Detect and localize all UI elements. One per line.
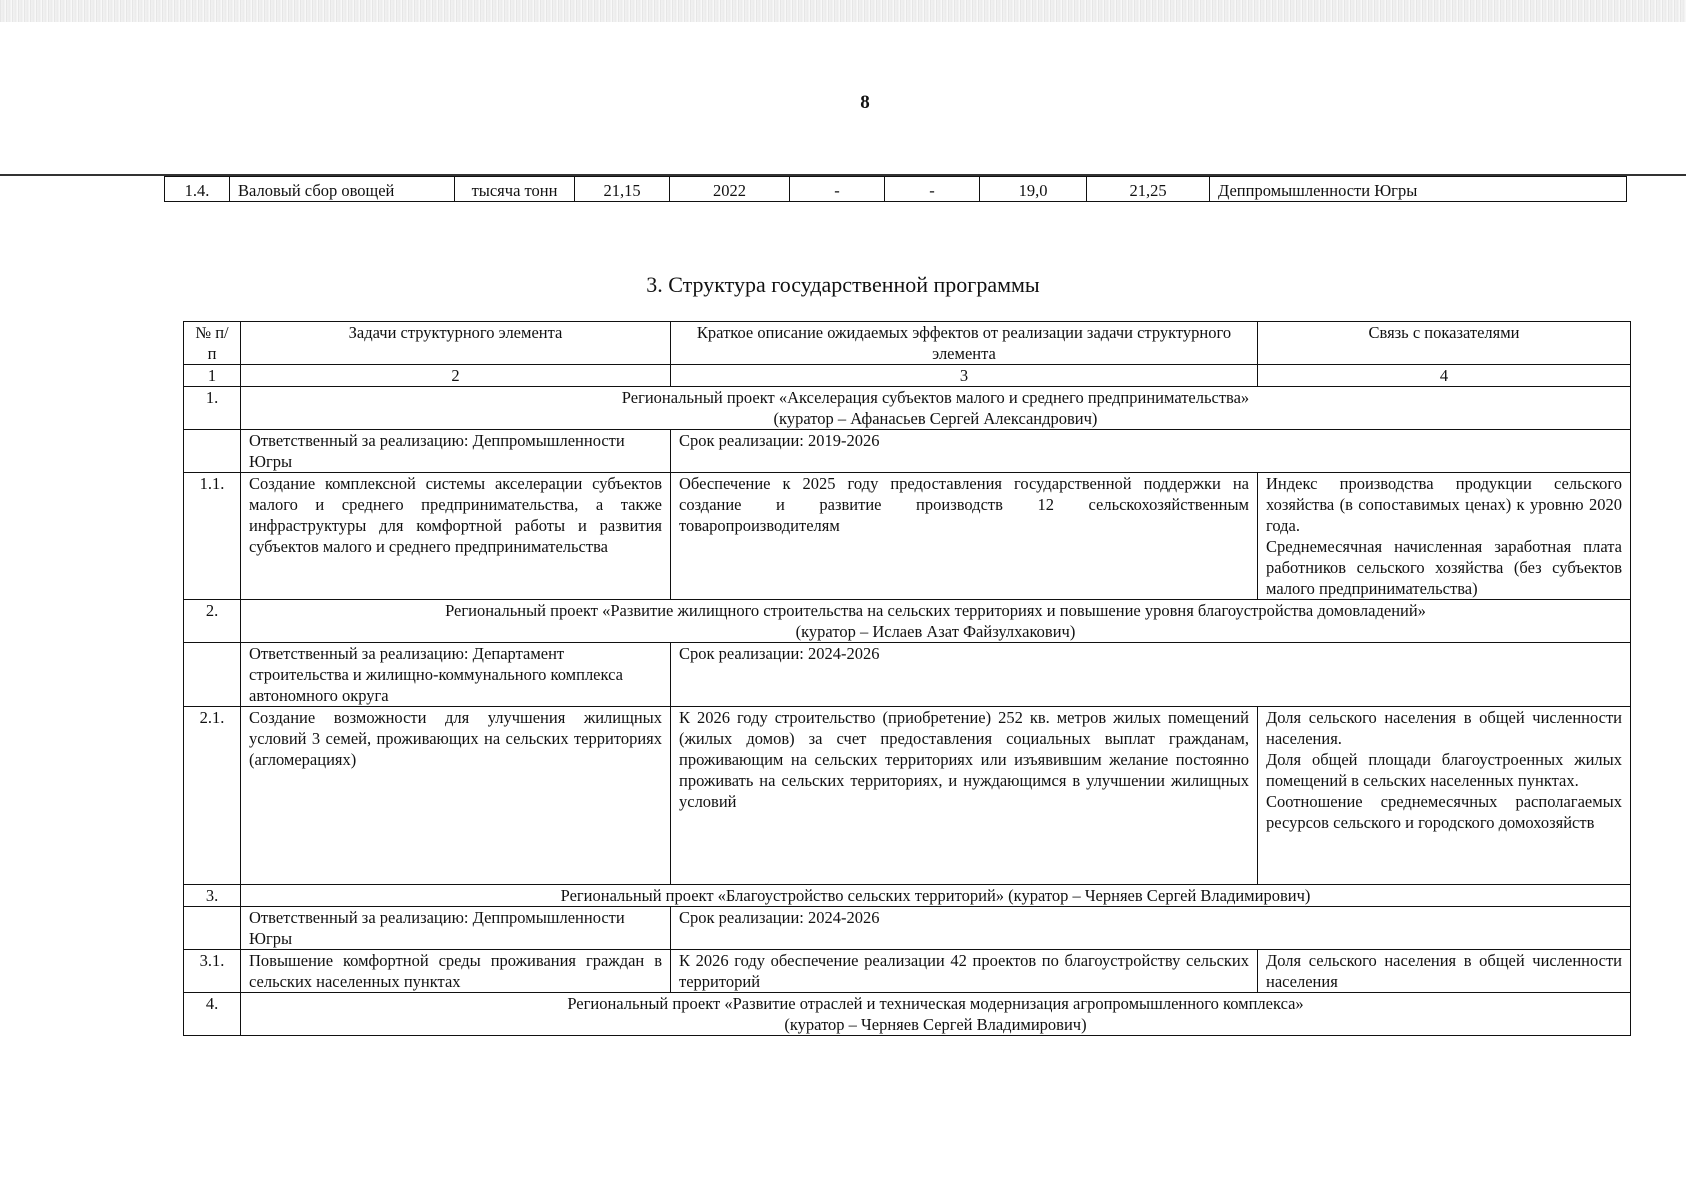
task-effect: Обеспечение к 2025 году предоставления государственной поддержки на создание и развитие производств 12 сельскохозяйственным товаропроизводителям (671, 473, 1258, 600)
section-title: 3. Структура государственной программы (646, 272, 1040, 297)
project-title-cell (241, 387, 1631, 430)
task-number: 3.1. (184, 950, 241, 993)
project-number: 2. (184, 600, 241, 643)
task-indicators (1258, 473, 1631, 600)
responsible-row (184, 907, 1631, 950)
project-title: Региональный проект «Развитие отраслей и техническая модернизация агропромышленного комплекса» (567, 994, 1304, 1013)
column-number-row (184, 365, 1631, 387)
indicator: Доля сельского населения в общей численности населения (1266, 951, 1622, 991)
header-tasks: Задачи структурного элемента (241, 322, 671, 365)
task-row (184, 950, 1631, 993)
task-indicators (1258, 707, 1631, 885)
col-number: 3 (671, 365, 1258, 387)
project-number: 3. (184, 885, 241, 907)
empty-cell (184, 430, 241, 473)
period: Срок реализации: 2024-2026 (671, 643, 1631, 707)
indicator: Соотношение среднемесячных располагаемых ресурсов сельского и городского домохозяйств (1266, 792, 1622, 832)
period: Срок реализации: 2019-2026 (671, 430, 1631, 473)
empty-cell (184, 643, 241, 707)
task-number: 2.1. (184, 707, 241, 885)
project-title: Региональный проект «Развитие жилищного строительства на сельских территориях и повышение уровня благоустройства домовладений» (445, 601, 1426, 620)
structure-table (183, 321, 1631, 1036)
value-cell: - (790, 177, 885, 202)
task-text: Создание возможности для улучшения жилищных условий 3 семей, проживающих на сельских территориях (агломерациях) (241, 707, 671, 885)
project-title-cell (241, 600, 1631, 643)
header-link: Связь с показателями (1258, 322, 1631, 365)
responsible: Ответственный за реализацию: Деппромышленности Югры (241, 430, 671, 473)
base-year: 2022 (670, 177, 790, 202)
project-row (184, 600, 1631, 643)
page-number: 8 (860, 92, 870, 113)
indicator-name: Валовый сбор овощей (230, 177, 455, 202)
project-row (184, 993, 1631, 1036)
col-number: 2 (241, 365, 671, 387)
value-cell: - (885, 177, 980, 202)
task-text: Создание комплексной системы акселерации субъектов малого и среднего предпринимательства, а также инфраструктуры для комфортной работы и развития субъектов малого и среднего предпринимательства (241, 473, 671, 600)
responsible: Ответственный за реализацию: Деппромышленности Югры (241, 907, 671, 950)
task-number: 1.1. (184, 473, 241, 600)
value-cell: 21,25 (1087, 177, 1210, 202)
project-curator: (куратор – Афанасьев Сергей Александрович) (773, 409, 1098, 428)
unit: тысяча тонн (455, 177, 575, 202)
project-title: Региональный проект «Благоустройство сельских территорий» (куратор – Черняев Сергей Владимирович) (241, 885, 1631, 907)
project-curator: (куратор – Ислаев Азат Файзулхакович) (795, 622, 1076, 641)
project-number: 4. (184, 993, 241, 1036)
project-curator: (куратор – Черняев Сергей Владимирович) (784, 1015, 1087, 1034)
project-row (184, 885, 1631, 907)
project-title-cell (241, 993, 1631, 1036)
period: Срок реализации: 2024-2026 (671, 907, 1631, 950)
indicator-table-continuation (164, 176, 1627, 202)
task-effect: К 2026 году строительство (приобретение) 252 кв. метров жилых помещений (жилых домов) за счет предоставления социальных выплат гражданам, проживающим на сельских территориях или изъявившим желание постоянно проживать на сельских территориях, и нуждающимся в улучшении жилищных условий (671, 707, 1258, 885)
project-title: Региональный проект «Акселерация субъектов малого и среднего предпринимательства» (621, 388, 1250, 407)
indicator: Доля общей площади благоустроенных жилых помещений в сельских населенных пунктах. (1266, 750, 1622, 790)
table-row (165, 177, 1627, 202)
indicator: Доля сельского населения в общей численности населения. (1266, 708, 1622, 748)
indicator: Среднемесячная начисленная заработная плата работников сельского хозяйства (без субъектов малого предпринимательства) (1266, 537, 1622, 598)
header-num: № п/п (184, 322, 241, 365)
scan-edge-artifact (0, 0, 1686, 22)
empty-cell (184, 907, 241, 950)
value-cell: 19,0 (980, 177, 1087, 202)
col-number: 4 (1258, 365, 1631, 387)
responsible-row (184, 430, 1631, 473)
task-row (184, 473, 1631, 600)
col-number: 1 (184, 365, 241, 387)
task-text: Повышение комфортной среды проживания граждан в сельских населенных пунктах (241, 950, 671, 993)
header-row (184, 322, 1631, 365)
project-row (184, 387, 1631, 430)
base-value: 21,15 (575, 177, 670, 202)
task-indicators (1258, 950, 1631, 993)
responsible-row (184, 643, 1631, 707)
responsible: Ответственный за реализацию: Департамент строительства и жилищно-коммунального комплекса автономного округа (241, 643, 671, 707)
task-row (184, 707, 1631, 885)
header-effects: Краткое описание ожидаемых эффектов от реализации задачи структурного элемента (671, 322, 1258, 365)
task-effect: К 2026 году обеспечение реализации 42 проектов по благоустройству сельских территорий (671, 950, 1258, 993)
row-number: 1.4. (165, 177, 230, 202)
responsible-cell: Деппромышленности Югры (1210, 177, 1627, 202)
project-number: 1. (184, 387, 241, 430)
indicator: Индекс производства продукции сельского хозяйства (в сопоставимых ценах) к уровню 2020 года. (1266, 474, 1622, 535)
